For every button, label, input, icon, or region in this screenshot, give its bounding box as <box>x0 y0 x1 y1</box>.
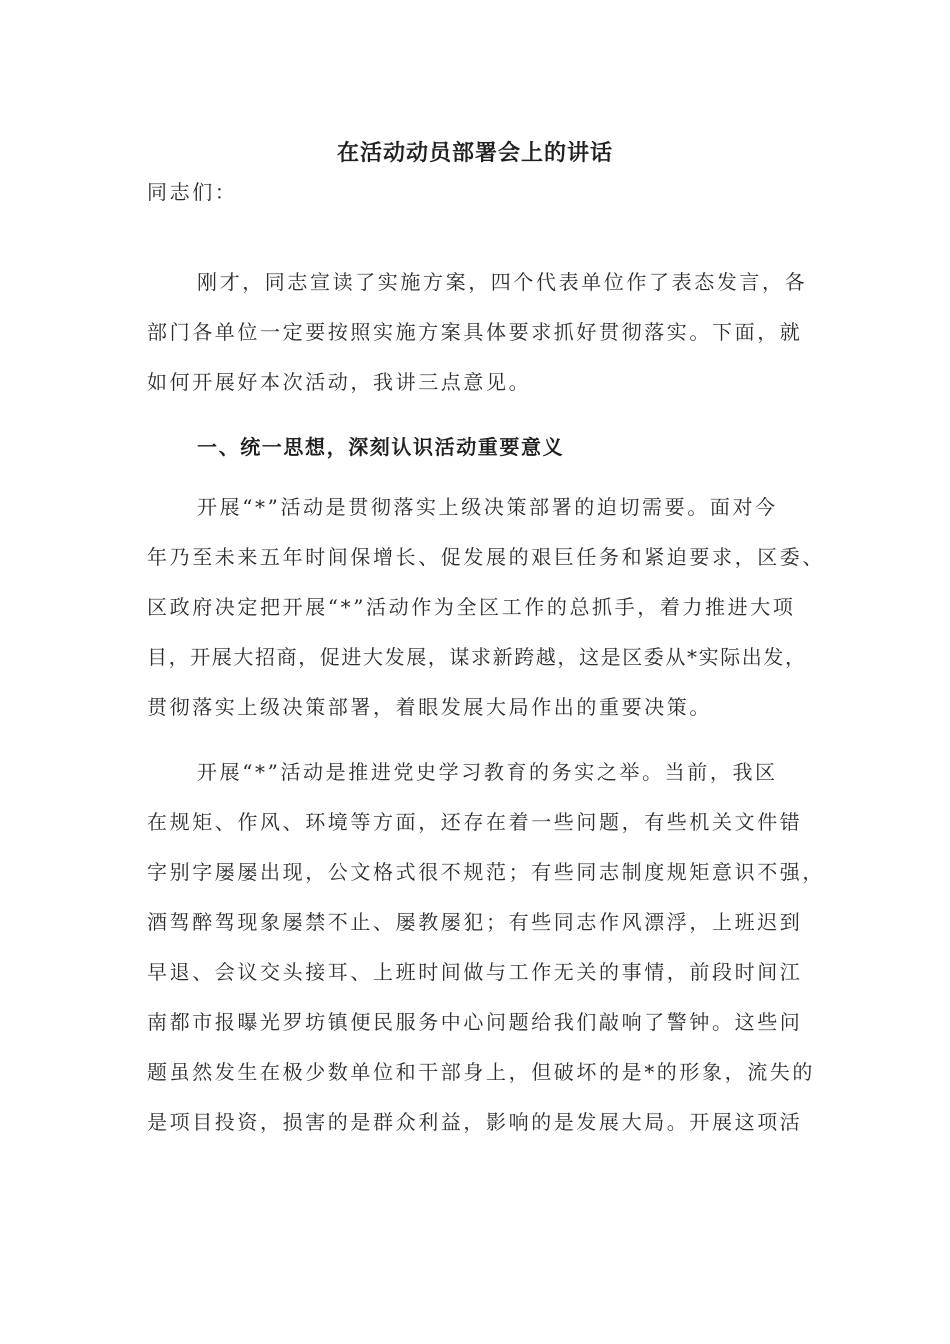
paragraph-line: 是项目投资，损害的是群众利益，影响的是发展大局。开展这项活 <box>147 1110 803 1134</box>
paragraph-line: 如何开展好本次活动，我讲三点意见。 <box>147 370 532 394</box>
paragraph-line: 字别字屡屡出现，公文格式很不规范；有些同志制度规矩意识不强， <box>147 860 825 884</box>
paragraph-line: 区政府决定把开展“*”活动作为全区工作的总抓手，着力推进大项 <box>147 595 796 619</box>
salutation: 同志们： <box>147 180 238 204</box>
paragraph-line: 贯彻落实上级决策部署，着眼发展大局作出的重要决策。 <box>147 695 712 719</box>
paragraph-line: 部门各单位一定要按照实施方案具体要求抓好贯彻落实。下面，就 <box>147 320 803 344</box>
paragraph-line: 目，开展大招商，促进大发展，谋求新跨越，这是区委从*实际出发， <box>147 645 807 669</box>
paragraph-line: 南都市报曝光罗坊镇便民服务中心问题给我们敲响了警钟。这些问 <box>147 1010 803 1034</box>
paragraph-line: 早退、会议交头接耳、上班时间做与工作无关的事情，前段时间江 <box>147 960 803 984</box>
paragraph-line: 酒驾醉驾现象屡禁不止、屡教屡犯；有些同志作风漂浮，上班迟到 <box>147 910 803 934</box>
document-title: 在活动动员部署会上的讲话 <box>336 140 613 166</box>
paragraph-line: 题虽然发生在极少数单位和干部身上，但破坏的是*的形象，流失的 <box>147 1060 815 1084</box>
section-heading: 一、统一思想，深刻认识活动重要意义 <box>197 435 565 459</box>
paragraph-line: 开展“*”活动是推进党史学习教育的务实之举。当前，我区 <box>197 760 778 784</box>
paragraph-line: 在规矩、作风、环境等方面，还存在着一些问题，有些机关文件错 <box>147 810 803 834</box>
paragraph-line: 开展“*”活动是贯彻落实上级决策部署的迫切需要。面对今 <box>197 495 778 519</box>
paragraph-line: 刚才，同志宣读了实施方案，四个代表单位作了表态发言，各 <box>197 270 808 294</box>
paragraph-line: 年乃至未来五年时间保增长、促发展的艰巨任务和紧迫要求，区委、 <box>147 545 825 569</box>
